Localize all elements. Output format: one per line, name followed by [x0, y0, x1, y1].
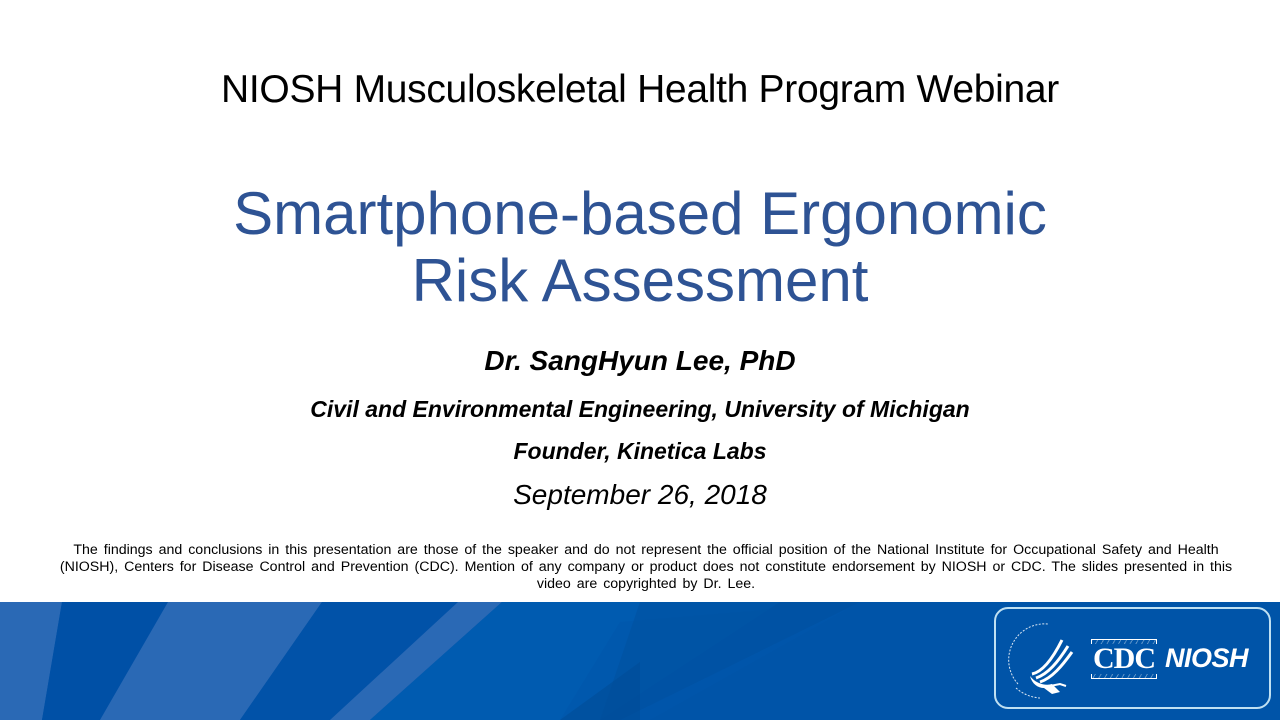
cdc-logo: [1091, 639, 1157, 679]
series-title: NIOSH Musculoskeletal Health Program Webinar: [221, 68, 1059, 111]
speaker-affiliation: Civil and Environmental Engineering, University of Michigan: [310, 396, 970, 422]
niosh-logo: NIOSH: [1165, 643, 1249, 673]
speaker-role: Founder, Kinetica Labs: [513, 438, 767, 464]
slide-title-line-2: Risk Assessment: [411, 247, 869, 314]
cdc-logo-text: CDC: [1093, 642, 1155, 675]
slide-title-line-1: Smartphone-based Ergonomic: [233, 180, 1047, 247]
webinar-date: September 26, 2018: [513, 479, 767, 510]
slide-title: [0, 180, 1280, 314]
hhs-eagle-seal-icon: [1000, 614, 1086, 702]
disclaimer-text: The findings and conclusions in this presentation are those of the speaker and do not represent the official position of the National Institute for Occupational Safety and Health (NIOSH), Centers for Disease Control and Prevention (CDC). Mention of any company or product does not constitute endorsement by NIOSH or CDC. The slides presented in this video are copyrighted by Dr. Lee.: [59, 542, 1233, 592]
speaker-name: Dr. SangHyun Lee, PhD: [484, 345, 796, 376]
